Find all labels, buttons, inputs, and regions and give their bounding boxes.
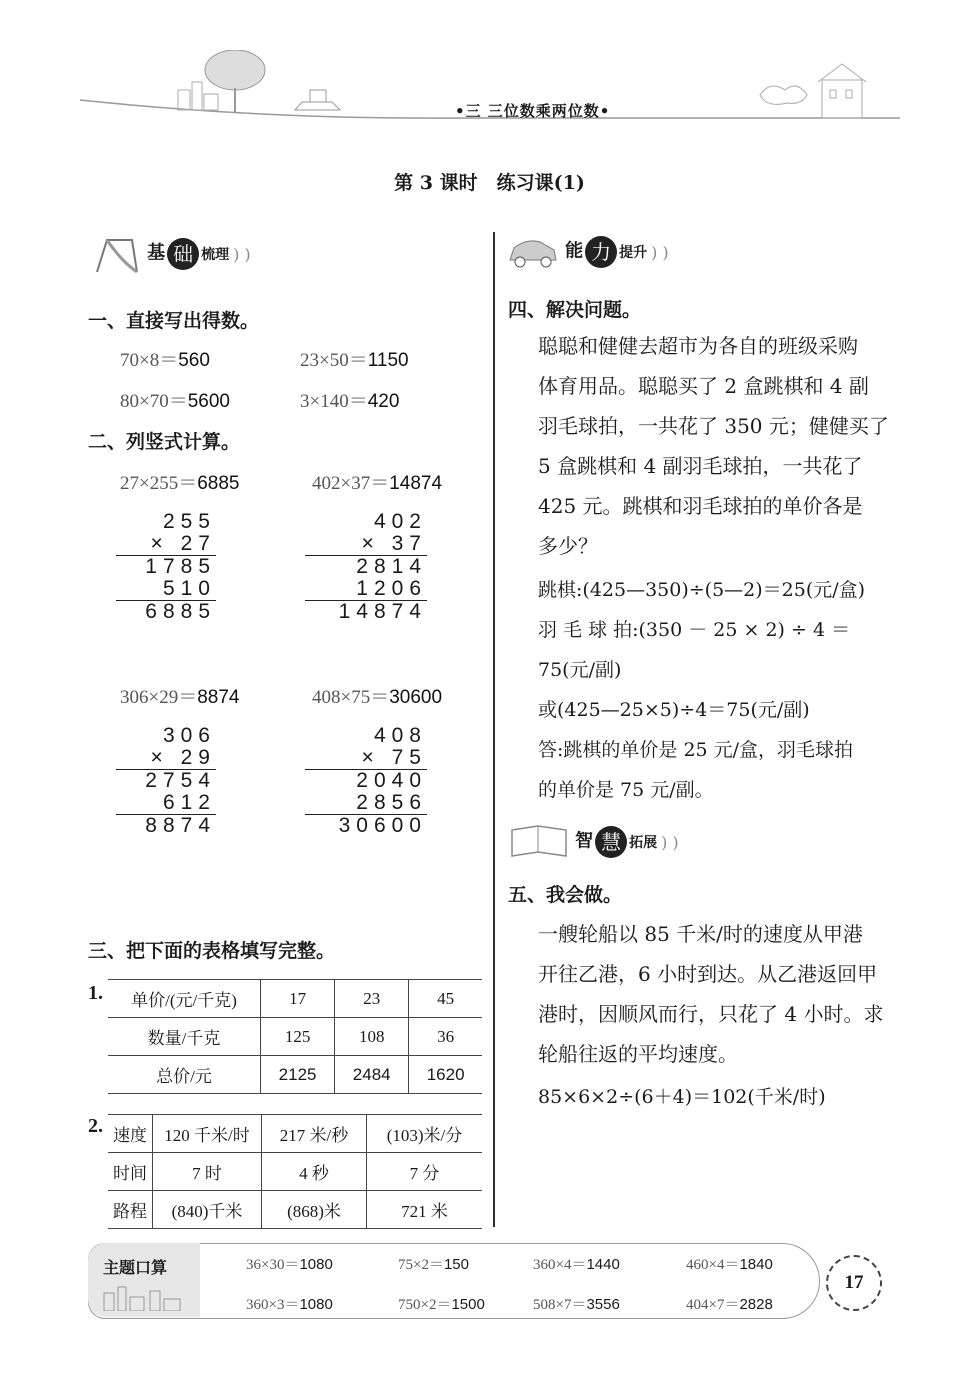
table-cell: 时间 — [108, 1153, 153, 1191]
wave-icon: ) ) — [233, 244, 251, 264]
wave-icon: ) ) — [651, 242, 669, 262]
answer-text — [538, 570, 908, 810]
speed-table — [108, 1114, 482, 1229]
table-cell: (840)千米 — [153, 1191, 262, 1229]
ability-banner — [506, 232, 669, 272]
banner-wisdom-post: 拓展 — [629, 835, 658, 851]
answer-line: 75(元/副) — [538, 659, 622, 681]
banner-basics-post: 梳理 — [201, 247, 230, 263]
table-cell: 108 — [335, 1018, 409, 1056]
lesson-title: 第 3 课时 练习课(1) — [394, 172, 585, 194]
calc-line: × 29 — [150, 746, 216, 769]
city-icon — [100, 1283, 190, 1311]
oral-item: 70×8＝560 — [120, 350, 210, 371]
vertical-calc — [305, 725, 427, 837]
table-cell: 120 千米/时 — [153, 1115, 262, 1153]
footer-item: 75×2＝150 — [398, 1256, 469, 1273]
text-line: 5 盒跳棋和 4 副羽毛球拍，一共花了 — [538, 454, 863, 478]
table-cell: 721 米 — [367, 1191, 483, 1229]
banner-wisdom-pre: 智 — [575, 830, 594, 852]
oral-item: 80×70＝5600 — [120, 391, 230, 412]
problem-text — [538, 326, 908, 566]
banner-ability-pre: 能 — [565, 240, 584, 262]
answer-text: 85×6×2÷(6＋4)＝102(千米/时) — [538, 1086, 826, 1108]
text-line: 羽毛球拍，一共花了 350 元；健健买了 — [538, 414, 889, 438]
calc-question: 27×255＝6885 — [120, 473, 240, 494]
footer-item: 404×7＝2828 — [686, 1296, 773, 1313]
calc-line: 8874 — [116, 814, 216, 837]
chapter-title: •三 三位数乘两位数• — [455, 102, 611, 120]
text-line: 开往乙港，6 小时到达。从乙港返回甲 — [538, 962, 878, 986]
section3-heading: 三、把下面的表格填写完整。 — [88, 940, 336, 962]
text-line: 多少？ — [538, 534, 598, 558]
banner-wisdom-circle: 慧 — [595, 826, 627, 858]
table-cell: 45 — [409, 980, 482, 1018]
answer-line: 羽 毛 球 拍:(350 － 25 × 2) ÷ 4 ＝ — [538, 619, 851, 641]
calc-question: 408×75＝30600 — [312, 687, 443, 708]
footer-item: 460×4＝1840 — [686, 1256, 773, 1273]
calc-line: 510 — [162, 577, 216, 600]
book-icon — [508, 822, 570, 862]
table-row — [108, 1191, 482, 1229]
calc-line: 14874 — [305, 600, 427, 623]
banner-ability-circle: 力 — [585, 236, 617, 268]
text-line: 聪聪和健健去超市为各自的班级采购 — [538, 334, 858, 358]
vertical-calc — [116, 511, 216, 623]
table-cell: 数量/千克 — [108, 1018, 261, 1056]
banner-basics-pre: 基 — [147, 242, 166, 264]
page-number: 17 — [826, 1255, 882, 1311]
table-cell: 23 — [335, 980, 409, 1018]
oral-item: 23×50＝1150 — [300, 350, 409, 371]
footer-item: 750×2＝1500 — [398, 1296, 485, 1313]
oral-item: 3×140＝420 — [300, 391, 400, 412]
column-divider — [493, 232, 495, 1227]
banner-ability-post: 提升 — [619, 245, 648, 261]
calc-line: × 37 — [361, 532, 427, 555]
section4-heading: 四、解决问题。 — [508, 299, 642, 321]
table2-number: 2. — [88, 1115, 103, 1137]
calc-question: 402×37＝14874 — [312, 473, 443, 494]
calc-line: 2754 — [116, 769, 216, 792]
table-cell: 速度 — [108, 1115, 153, 1153]
footer-item: 360×4＝1440 — [533, 1256, 620, 1273]
wisdom-banner — [508, 822, 679, 862]
vertical-calc — [116, 725, 216, 837]
footer-item: 36×30＝1080 — [246, 1256, 333, 1273]
section5-heading: 五、我会做。 — [508, 884, 623, 906]
table-cell: 217 米/秒 — [262, 1115, 367, 1153]
table-cell: (103)米/分 — [367, 1115, 483, 1153]
answer-line: 跳棋:(425—350)÷(5—2)＝25(元/盒) — [538, 579, 866, 601]
calc-line: 306 — [162, 724, 216, 747]
problem-text — [538, 914, 908, 1074]
table-cell: 总价/元 — [108, 1056, 261, 1094]
table-cell: (868)米 — [262, 1191, 367, 1229]
table-cell: 36 — [409, 1018, 482, 1056]
calc-line: 30600 — [305, 814, 427, 837]
answer-line: 或(425—25×5)÷4＝75(元/副) — [538, 699, 810, 721]
section2-heading: 二、列竖式计算。 — [88, 431, 241, 453]
table-row — [108, 1115, 482, 1153]
table-row — [108, 1056, 482, 1094]
calc-line: × 75 — [361, 746, 427, 769]
car-icon — [506, 232, 560, 272]
footer-title: 主题口算 — [103, 1258, 168, 1277]
table-cell: 单价/(元/千克) — [108, 980, 261, 1018]
text-line: 轮船往返的平均速度。 — [538, 1042, 738, 1066]
table-cell: 2484 — [335, 1056, 409, 1094]
text-line: 一艘轮船以 85 千米/时的速度从甲港 — [538, 922, 863, 946]
calc-line: 2040 — [305, 769, 427, 792]
calc-line: 402 — [373, 510, 427, 533]
table-cell: 7 时 — [153, 1153, 262, 1191]
table-row — [108, 1018, 482, 1056]
table-row — [108, 1153, 482, 1191]
text-line: 体育用品。聪聪买了 2 盒跳棋和 4 副 — [538, 374, 869, 398]
calc-line: 408 — [373, 724, 427, 747]
calc-line: 612 — [162, 791, 216, 814]
footer-item: 360×3＝1080 — [246, 1296, 333, 1313]
footer-item: 508×7＝3556 — [533, 1296, 620, 1313]
wave-icon: ) ) — [661, 832, 679, 852]
table-cell: 7 分 — [367, 1153, 483, 1191]
table-cell: 2125 — [261, 1056, 335, 1094]
answer-line: 答:跳棋的单价是 25 元/盒，羽毛球拍 — [538, 739, 854, 761]
calc-question: 306×29＝8874 — [120, 687, 240, 708]
calc-line: 2856 — [356, 791, 427, 814]
calc-line: 2814 — [305, 555, 427, 578]
playground-icon — [92, 232, 142, 276]
table-cell: 17 — [261, 980, 335, 1018]
calc-line: × 27 — [150, 532, 216, 555]
table-cell: 1620 — [409, 1056, 482, 1094]
calc-line: 1206 — [356, 577, 427, 600]
section1-heading: 一、直接写出得数。 — [88, 310, 260, 332]
price-table — [108, 979, 482, 1094]
calc-line: 255 — [162, 510, 216, 533]
calc-line: 6885 — [116, 600, 216, 623]
banner-basics-circle: 础 — [167, 238, 199, 270]
basics-banner — [92, 232, 251, 276]
text-line: 425 元。跳棋和羽毛球拍的单价各是 — [538, 494, 863, 518]
table-row — [108, 980, 482, 1018]
vertical-calc — [305, 511, 427, 623]
calc-line: 1785 — [116, 555, 216, 578]
table-cell: 125 — [261, 1018, 335, 1056]
answer-line: 的单价是 75 元/副。 — [538, 779, 714, 801]
text-line: 港时，因顺风而行，只花了 4 小时。求 — [538, 1002, 884, 1026]
table1-number: 1. — [88, 982, 103, 1004]
table-cell: 路程 — [108, 1191, 153, 1229]
table-cell: 4 秒 — [262, 1153, 367, 1191]
